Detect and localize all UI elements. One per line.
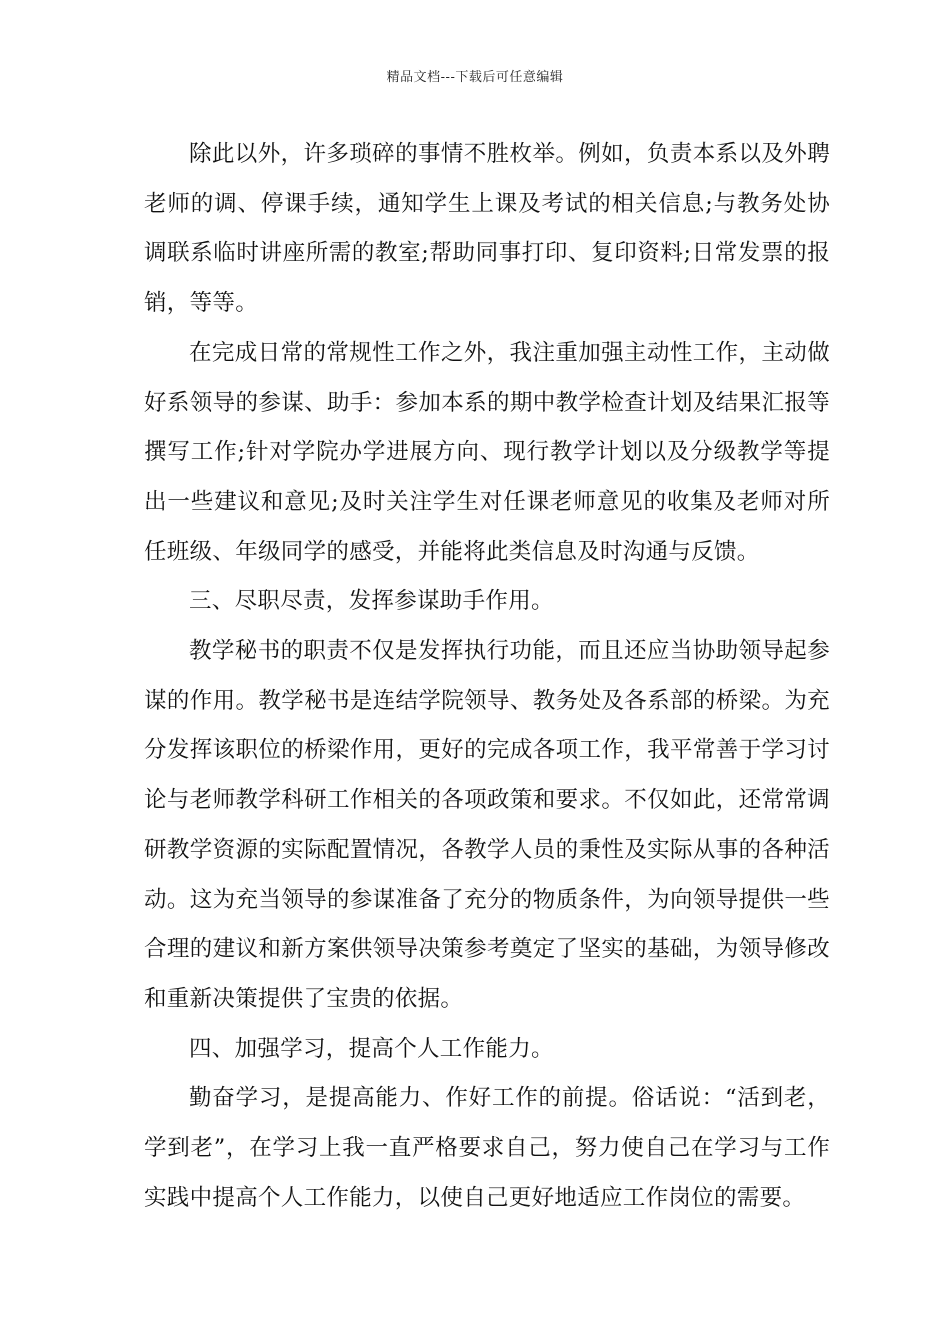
document-body [144, 130, 830, 1223]
paragraph-proactive-work: 在完成日常的常规性工作之外，我注重加强主动性工作，主动做好系领导的参谋、助手：参加本系的期中教学检查计划及结果汇报等撰写工作;针对学院办学进展方向、现行教学计划以及分级教学等提出一些建议和意见;及时关注学生对任课老师意见的收集及老师对所任班级、年级同学的感受，并能将此类信息及时沟通与反馈。 [144, 339, 830, 565]
section-heading-three: 三、尽职尽责，发挥参谋助手作用。 [189, 588, 554, 615]
paragraph-study: 勤奋学习，是提高能力、作好工作的前提。俗话说：“活到老，学到老”，在学习上我一直严格要求自己，努力使自己在学习与工作实践中提高个人工作能力，以使自己更好地适应工作岗位的需要。 [144, 1085, 830, 1211]
paragraph-advisor-role: 教学秘书的职责不仅是发挥执行功能，而且还应当协助领导起参谋的作用。教学秘书是连结学院领导、教务处及各系部的桥梁。为充分发挥该职位的桥梁作用，更好的完成各项工作，我平常善于学习讨论与老师教学科研工作相关的各项政策和要求。不仅如此，还常常调研教学资源的实际配置情况，各教学人员的秉性及实际从事的各种活动。这为充当领导的参谋准备了充分的物质条件，为向领导提供一些合理的建议和新方案供领导决策参考奠定了坚实的基础，为领导修改和重新决策提供了宝贵的依据。 [144, 638, 830, 1012]
paragraph-misc-duties: 除此以外，许多琐碎的事情不胜枚举。例如，负责本系以及外聘老师的调、停课手续，通知学生上课及考试的相关信息;与教务处协调联系临时讲座所需的教室;帮助同事打印、复印资料;日常发票的报销，等等。 [144, 141, 830, 317]
section-heading-four: 四、加强学习，提高个人工作能力。 [189, 1035, 554, 1062]
page-header: 精品文档---下载后可任意编辑 [386, 70, 564, 85]
